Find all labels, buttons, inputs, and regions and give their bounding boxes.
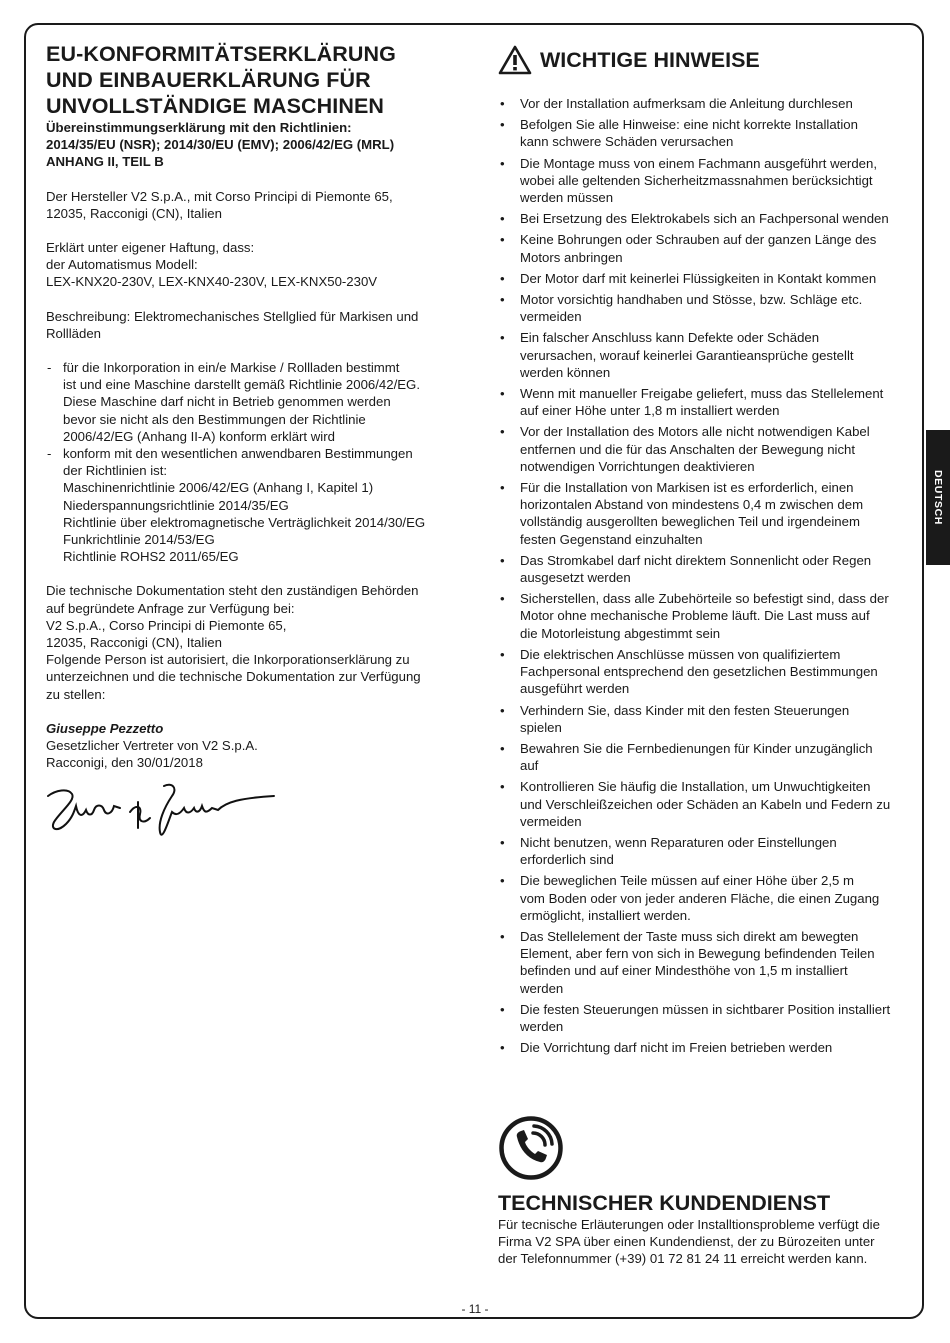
warning-item: [498, 231, 908, 265]
warning-item: [498, 155, 908, 207]
text-line: auf: [520, 758, 539, 774]
text-line: Funkrichtlinie 2014/53/EG: [63, 532, 215, 548]
text-line: • Das Stromkabel darf nicht direktem Sonnenlicht oder Regen: [520, 552, 872, 568]
warning-item: [498, 646, 908, 698]
text-line: • Der Motor darf mit keinerlei Flüssigkeiten in Kontakt kommen: [520, 270, 877, 286]
warning-item: [498, 423, 908, 475]
warning-item: [498, 116, 908, 150]
text-line: • Für die Installation von Markisen ist es erforderlich, einen: [520, 480, 854, 496]
signatory-name: Giuseppe Pezzetto: [46, 720, 164, 736]
text-line: • Befolgen Sie alle Hinweise: eine nicht korrekte Installation: [520, 117, 858, 133]
text-line: Fachpersonal entsprechend den gesetzlichen Bestimmungen: [520, 664, 878, 680]
text-line: Richtlinie über elektromagnetische Verträglichkeit 2014/30/EG: [63, 514, 426, 530]
text-line: ermöglicht, installiert werden.: [520, 907, 691, 923]
text-line: Beschreibung: Elektromechanisches Stellglied für Markisen und: [46, 308, 419, 324]
text-line: festen Gegenstand einzuhalten: [520, 531, 703, 547]
text-line: ist und eine Maschine darstellt gemäß Richtlinie 2006/42/EG.: [63, 377, 420, 393]
text-line: • Wenn mit manueller Freigabe geliefert, muss das Stellelement: [520, 386, 884, 402]
place-date: Racconigi, den 30/01/2018: [46, 755, 203, 771]
warning-item: [498, 270, 908, 287]
signatory-role: Gesetzlicher Vertreter von V2 S.p.A.: [46, 738, 258, 754]
warning-item: [498, 834, 908, 868]
warning-item: [498, 590, 908, 642]
subtitle-line: Übereinstimmungserklärung mit den Richtlinien:: [46, 120, 352, 135]
text-line: • Bewahren Sie die Fernbedienungen für Kinder unzugänglich: [520, 740, 873, 756]
text-line: die Motorleistung abgestimmt sein: [520, 625, 721, 641]
text-line: verursachen, worauf keinerlei Garantieansprüche gestellt: [520, 347, 854, 363]
text-line: kann schwere Schäden verursachen: [520, 134, 734, 150]
directives-subtitle: [46, 119, 451, 171]
phone-support-icon: [498, 1115, 564, 1181]
page-number: - 11 -: [461, 1302, 489, 1316]
text-line: • Vor der Installation aufmerksam die Anleitung durchlesen: [520, 96, 853, 111]
text-line: spielen: [520, 719, 562, 735]
text-line: bevor sie nicht als den Bestimmungen der Richtlinie: [63, 411, 366, 427]
text-line: auf begründete Anfrage zur Verfügung bei:: [46, 600, 295, 616]
text-line: vom Boden oder von jeder anderen Fläche, die einen Zugang: [520, 890, 880, 906]
text-line: LEX-KNX20-230V, LEX-KNX40-230V, LEX-KNX50-230V: [46, 274, 378, 290]
text-line: • Motor vorsichtig handhaben und Stösse, bzw. Schläge etc.: [520, 292, 863, 308]
warnings-header: [498, 45, 908, 75]
warning-item: [498, 291, 908, 325]
text-line: 2006/42/EG (Anhang II-A) konform erklärt wird: [63, 428, 335, 444]
warnings-list: [498, 95, 908, 1056]
text-line: horizontalen Abstand von mindestens 0,4 m zwischen dem: [520, 497, 864, 513]
text-line: • Vor der Installation des Motors alle nicht notwendigen Kabel: [520, 424, 870, 440]
warnings-title: WICHTIGE HINWEISE: [540, 48, 760, 72]
text-line: auf einer Höhe unter 1,8 m installiert werden: [520, 403, 780, 419]
title-line: EU-KONFORMITÄTSERKLÄRUNG: [46, 42, 396, 66]
text-line: • Keine Bohrungen oder Schrauben auf der ganzen Länge des: [520, 232, 877, 248]
text-line: - für die Inkorporation in ein/e Markise / Rollladen bestimmt: [63, 360, 400, 376]
text-line: • Verhindern Sie, dass Kinder mit den festen Steuerungen: [520, 702, 850, 718]
declaration-paragraph: [46, 239, 451, 291]
warning-item: [498, 702, 908, 736]
language-tab-label: DEUTSCH: [932, 470, 944, 525]
text-line: • Kontrollieren Sie häufig die Installation, um Unwuchtigkeiten: [520, 779, 871, 795]
warning-item: [498, 778, 908, 830]
signatory-block: [46, 720, 451, 772]
text-line: Motor ohne mechanische Probleme läuft. Die Last muss auf: [520, 608, 870, 624]
warning-item: [498, 479, 908, 548]
text-line: der Automatismus Modell:: [46, 257, 198, 273]
text-line: Diese Maschine darf nicht in Betrieb genommen werden: [63, 394, 391, 410]
title-line: UNVOLLSTÄNDIGE MASCHINEN: [46, 94, 385, 118]
text-line: • Die festen Steuerungen müssen in sichtbarer Position installiert: [520, 1001, 891, 1017]
text-line: werden können: [520, 364, 611, 380]
text-line: • Nicht benutzen, wenn Reparaturen oder Einstellungen: [520, 834, 837, 850]
text-line: vermeiden: [520, 813, 582, 829]
warning-item: [498, 95, 908, 112]
warning-triangle-icon: [498, 45, 532, 75]
text-line: zu stellen:: [46, 686, 106, 702]
text-line: 12035, Racconigi (CN), Italien: [46, 205, 222, 221]
text-line: Motors anbringen: [520, 249, 623, 265]
warnings-column: [498, 45, 908, 1060]
text-line: Folgende Person ist autorisiert, die Inkorporationserklärung zu: [46, 652, 410, 668]
text-line: wobei alle geltenden Sicherheitzmassnahmen berücksichtigt: [520, 172, 873, 188]
text-line: ausgeführt werden: [520, 681, 630, 697]
text-line: - konform mit den wesentlichen anwendbaren Bestimmungen: [63, 446, 413, 462]
text-line: werden müssen: [520, 190, 614, 206]
text-line: • Die elektrischen Anschlüsse müssen von qualifiziertem: [520, 646, 841, 662]
warning-item: [498, 1039, 908, 1056]
title-line: UND EINBAUERKLÄRUNG FÜR: [46, 68, 371, 92]
text-line: Richtlinie ROHS2 2011/65/EG: [63, 549, 239, 565]
text-line: • Bei Ersetzung des Elektrokabels sich an Fachpersonal wenden: [520, 211, 889, 227]
text-line: • Das Stellelement der Taste muss sich direkt am bewegten: [520, 928, 859, 944]
subtitle-line: ANHANG II, TEIL B: [46, 154, 164, 170]
text-line: werden: [520, 980, 564, 996]
text-line: Maschinenrichtlinie 2006/42/EG (Anhang I, Kapitel 1): [63, 480, 374, 496]
text-line: der Telefonnummer (+39) 01 72 81 24 11 erreicht werden kann.: [498, 1251, 868, 1267]
text-line: und Verschleißzeichen oder Schäden an Kabeln und Federn zu: [520, 796, 891, 812]
text-line: notwendigen Vorrichtungen deaktivieren: [520, 458, 755, 474]
warning-item: [498, 329, 908, 381]
text-line: vermeiden: [520, 309, 582, 325]
text-line: befinden und auf einer Mindesthöhe von 1,5 m installiert: [520, 963, 848, 979]
text-line: Firma V2 SPA über einen Kundendienst, der zu Bürozeiten unter: [498, 1234, 875, 1250]
manufacturer-paragraph: [46, 188, 451, 222]
text-line: entfernen und die für das Anschalten der Bewegung nicht: [520, 441, 856, 457]
warning-item: [498, 1001, 908, 1035]
service-title: TECHNISCHER KUNDENDIENST: [498, 1191, 831, 1215]
warning-item: [498, 210, 908, 227]
text-line: werden: [520, 1018, 564, 1034]
declaration-column: [46, 41, 451, 852]
declaration-title: [46, 41, 451, 119]
text-line: Niederspannungsrichtlinie 2014/35/EG: [63, 497, 289, 513]
text-line: Erklärt unter eigener Haftung, dass:: [46, 240, 255, 256]
text-line: Rollläden: [46, 325, 101, 341]
text-line: • Die Vorrichtung darf nicht im Freien betrieben werden: [520, 1040, 833, 1056]
list-item: [46, 359, 451, 445]
text-line: 12035, Racconigi (CN), Italien: [46, 635, 222, 651]
subtitle-line: 2014/35/EU (NSR); 2014/30/EU (EMV); 2006/42/EG (MRL): [46, 137, 395, 153]
text-line: ausgesetzt werden: [520, 570, 631, 586]
text-line: • Die Montage muss von einem Fachmann ausgeführt werden,: [520, 155, 877, 171]
description-paragraph: [46, 308, 451, 342]
warning-item: [498, 928, 908, 997]
handwritten-signature: [46, 782, 276, 852]
text-line: • Sicherstellen, dass alle Zubehörteile so befestigt sind, dass der: [520, 591, 889, 607]
warning-item: [498, 740, 908, 774]
text-line: V2 S.p.A., Corso Principi di Piemonte 65,: [46, 617, 287, 633]
warning-item: [498, 872, 908, 924]
text-line: Der Hersteller V2 S.p.A., mit Corso Principi di Piemonte 65,: [46, 188, 393, 204]
warning-item: [498, 552, 908, 586]
text-line: der Richtlinien ist:: [63, 463, 168, 479]
text-line: • Ein falscher Anschluss kann Defekte oder Schäden: [520, 330, 820, 346]
text-line: Für tecnische Erläuterungen oder Installtionsprobleme verfügt die: [498, 1217, 880, 1232]
documentation-paragraph: [46, 582, 451, 702]
language-tab: [926, 430, 950, 565]
text-line: vollständig ausgerollten beweglichen Teil und irgendeinem: [520, 514, 860, 530]
service-text: [498, 1216, 908, 1268]
warning-item: [498, 385, 908, 419]
text-line: Element, aber fern von sich in Bewegung befindenden Teilen: [520, 946, 875, 962]
text-line: • Die beweglichen Teile müssen auf einer Höhe über 2,5 m: [520, 873, 855, 889]
text-line: Die technische Dokumentation steht den zuständigen Behörden: [46, 583, 419, 599]
text-line: unterzeichnen und die technische Dokumentation zur Verfügung: [46, 669, 421, 685]
conformity-list: [46, 359, 451, 565]
text-line: erforderlich sind: [520, 852, 614, 868]
list-item: [46, 445, 451, 565]
